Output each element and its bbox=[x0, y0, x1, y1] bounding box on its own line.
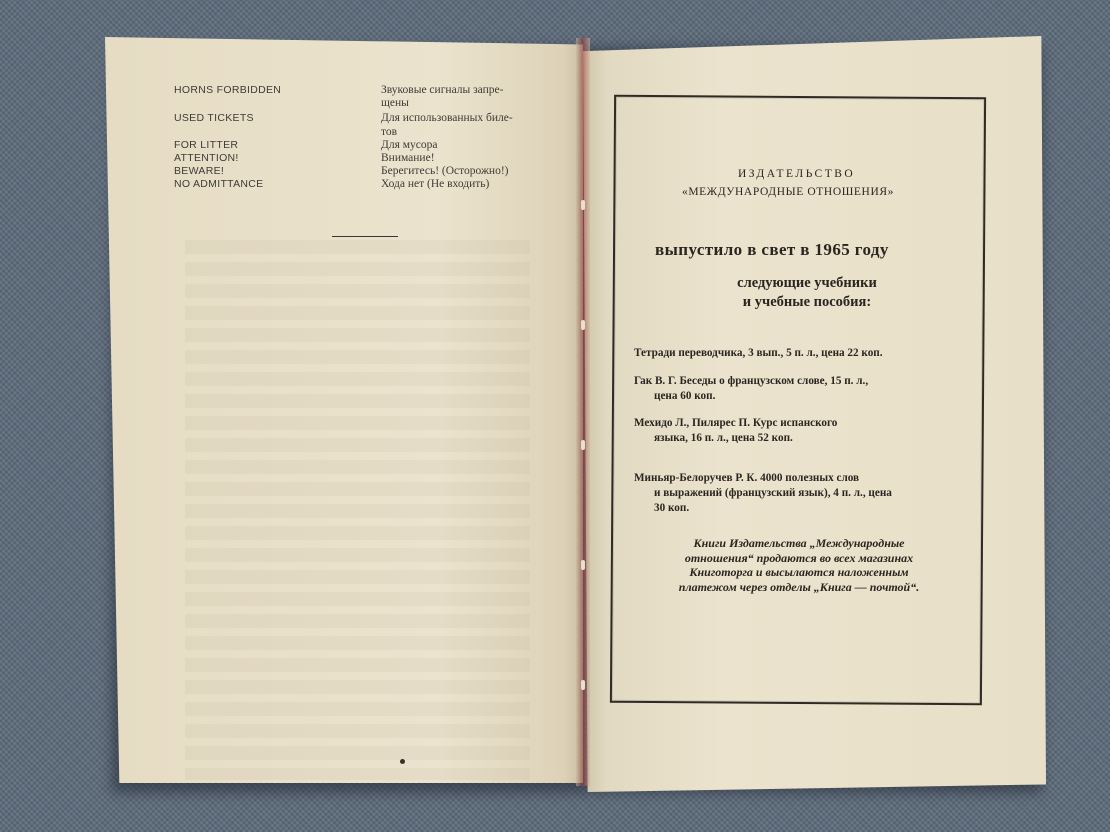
book-entry bbox=[634, 346, 969, 361]
following-heading bbox=[722, 274, 892, 312]
book-entry bbox=[634, 416, 969, 446]
phrase-english: ATTENTION! bbox=[174, 152, 239, 165]
book-entry bbox=[634, 374, 969, 404]
book-entry-line: Гак В. Г. Беседы о французском слове, 15 п. л., bbox=[634, 375, 869, 387]
page-spot bbox=[400, 759, 405, 764]
book-entry-line: языка, 16 п. л., цена 52 коп. bbox=[654, 432, 793, 444]
phrase-russian-line: Хода нет (Не входить) bbox=[381, 178, 490, 191]
following-line: и учебные пособия: bbox=[742, 294, 872, 310]
closing-line: платежом через отделы „Книга — почтой“. bbox=[678, 579, 920, 594]
phrase-russian-line: Внимание! bbox=[381, 152, 435, 165]
phrase-english: BEWARE! bbox=[174, 165, 225, 178]
show-through-text bbox=[185, 240, 530, 780]
phrase-russian bbox=[381, 178, 554, 191]
closing-note bbox=[634, 536, 964, 594]
closing-line: Книготорга и высылаются наложенным bbox=[689, 565, 909, 579]
phrase-russian-line: Для использованных биле- bbox=[381, 112, 513, 125]
phrase-russian-line: Звуковые сигналы запре- bbox=[381, 84, 504, 96]
book-entry-line: Миньяр-Белоручев Р. К. 4000 полезных слов bbox=[634, 472, 860, 484]
book-entry-line: и выражений (французский язык), 4 п. л., цена bbox=[654, 487, 892, 499]
phrase-russian bbox=[381, 165, 554, 178]
section-divider bbox=[332, 236, 398, 237]
phrase-pair bbox=[174, 112, 554, 138]
publisher-label: ИЗДАТЕЛЬСТВО bbox=[738, 168, 856, 180]
publisher-name: «МЕЖДУНАРОДНЫЕ ОТНОШЕНИЯ» bbox=[682, 186, 894, 198]
phrase-russian bbox=[381, 84, 554, 110]
phrase-pair bbox=[174, 178, 554, 191]
phrase-english: HORNS FORBIDDEN bbox=[174, 84, 282, 96]
book-entry bbox=[634, 471, 969, 516]
book-entry-line: Мехидо Л., Пилярес П. Курс испанского bbox=[634, 417, 838, 429]
phrase-russian-line: Берегитесь! (Осторожно!) bbox=[381, 165, 509, 178]
spine-stitch bbox=[581, 320, 585, 330]
phrase-russian-line: Для мусора bbox=[381, 138, 438, 151]
spine-stitch bbox=[581, 440, 585, 450]
phrase-english: FOR LITTER bbox=[174, 138, 239, 151]
book-spine bbox=[576, 38, 590, 786]
closing-line: Книги Издательства „Международные bbox=[693, 536, 905, 550]
phrase-pair bbox=[174, 139, 554, 152]
phrase-russian-line: щены bbox=[381, 97, 409, 110]
spine-stitch bbox=[581, 560, 585, 570]
phrase-pair bbox=[174, 84, 554, 110]
phrase-russian bbox=[381, 139, 554, 152]
phrase-pair bbox=[174, 152, 554, 165]
following-line: следующие учебники bbox=[737, 275, 877, 291]
phrase-russian bbox=[381, 112, 554, 138]
phrase-english: NO ADMITTANCE bbox=[174, 178, 264, 191]
book-entry-line: цена 60 коп. bbox=[654, 390, 716, 402]
book-entry-line: Тетради переводчика, 3 вып., 5 п. л., цена 22 коп. bbox=[634, 347, 883, 359]
phrase-pair bbox=[174, 165, 554, 178]
spine-stitch bbox=[581, 680, 585, 690]
book-entry-line: 30 коп. bbox=[654, 502, 690, 514]
spine-stitch bbox=[581, 200, 585, 210]
phrase-english: USED TICKETS bbox=[174, 112, 254, 125]
phrase-russian-line: тов bbox=[381, 125, 398, 138]
closing-line: отношения“ продаются во всех магазинах bbox=[684, 550, 914, 565]
released-heading: выпустило в свет в 1965 году bbox=[655, 240, 889, 259]
phrase-list bbox=[174, 84, 554, 192]
phrase-russian bbox=[381, 152, 554, 165]
